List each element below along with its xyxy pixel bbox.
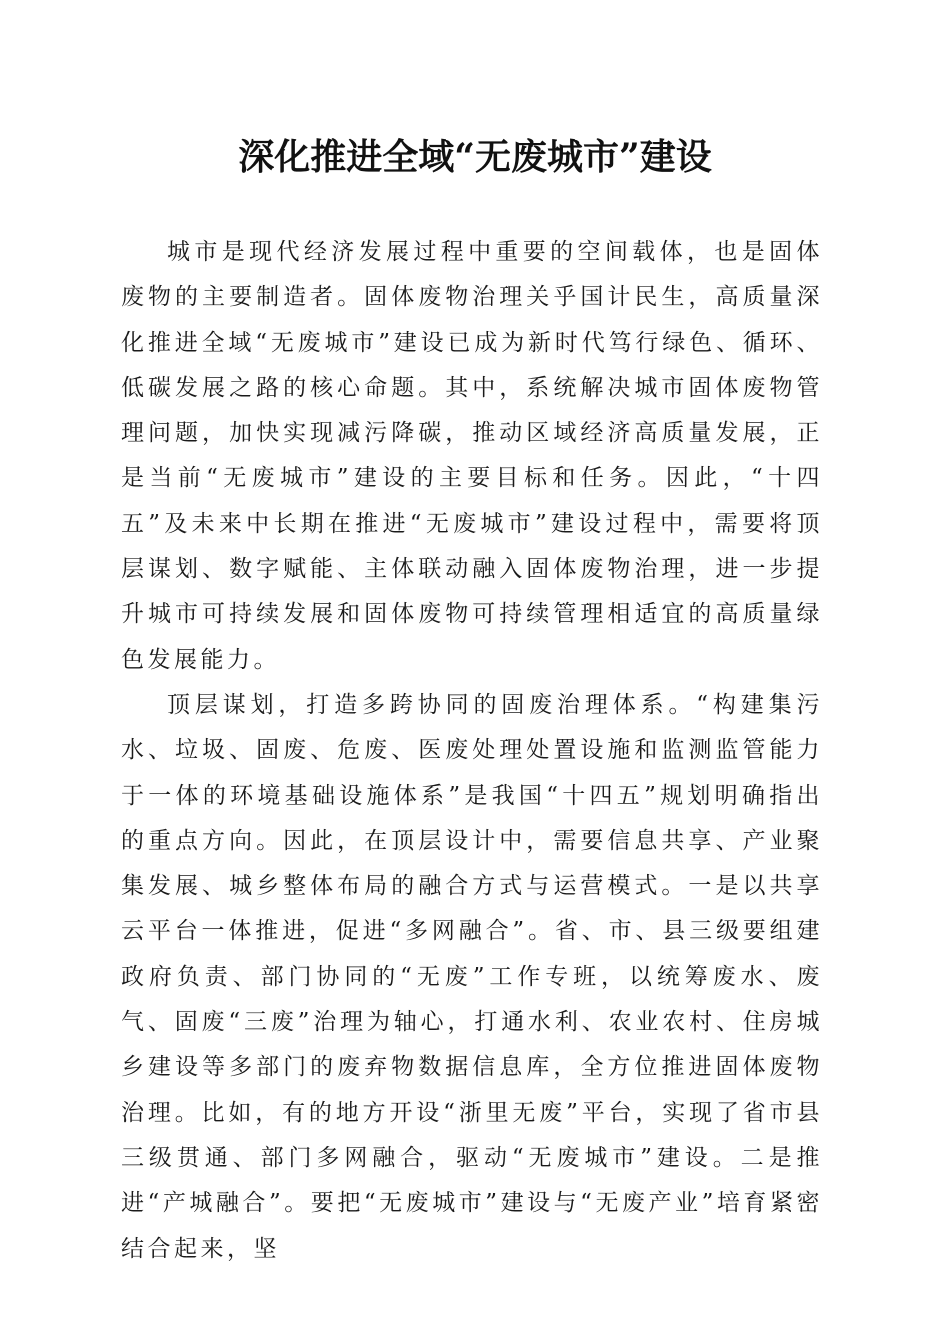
document-body bbox=[121, 230, 823, 1272]
paragraph-intro: 城市是现代经济发展过程中重要的空间载体，也是固体废物的主要制造者。固体废物治理关乎国计民生，高质量深化推进全域“无废城市”建设已成为新时代笃行绿色、循环、低碳发展之路的核心命题。其中，系统解决城市固体废物管理问题，加快实现减污降碳，推动区域经济高质量发展，正是当前“无废城市”建设的主要目标和任务。因此，“十四五”及未来中长期在推进“无废城市”建设过程中，需要将顶层谋划、数字赋能、主体联动融入固体废物治理，进一步提升城市可持续发展和固体废物可持续管理相适宜的高质量绿色发展能力。 bbox=[121, 239, 823, 673]
document-title: 深化推进全域“无废城市”建设 bbox=[238, 136, 712, 178]
paragraph-top-level-planning: 顶层谋划，打造多跨协同的固废治理体系。“构建集污水、垃圾、固废、危废、医废处理处置设施和监测监管能力于一体的环境基础设施体系”是我国“十四五”规划明确指出的重点方向。因此，在顶层设计中，需要信息共享、产业聚集发展、城乡整体布局的融合方式与运营模式。一是以共享云平台一体推进，促进“多网融合”。省、市、县三级要组建政府负责、部门协同的“无废”工作专班，以统筹废水、废气、固废“三废”治理为轴心，打通水利、农业农村、住房城乡建设等多部门的废弃物数据信息库，全方位推进固体废物治理。比如，有的地方开设“浙里无废”平台，实现了省市县三级贯通、部门多网融合，驱动“无废城市”建设。二是推进“产城融合”。要把“无废城市”建设与“无废产业”培育紧密结合起来，坚 bbox=[121, 691, 823, 1262]
